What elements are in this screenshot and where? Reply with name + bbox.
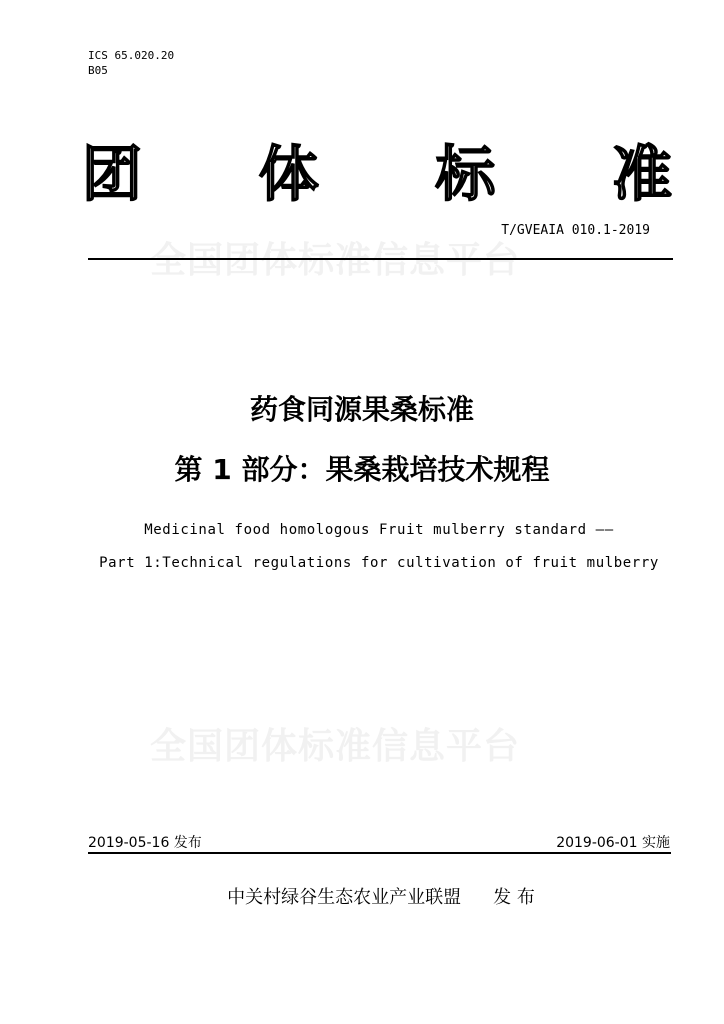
document-type-heading bbox=[82, 138, 672, 212]
implement-date: 2019-06-01 实施 bbox=[556, 835, 670, 851]
top-divider bbox=[88, 258, 673, 260]
issuer-name: 中关村绿谷生态农业产业联盟 bbox=[227, 887, 462, 908]
doc-type-char: 体 bbox=[258, 140, 319, 210]
watermark: 全国团体标准信息平台 bbox=[150, 240, 521, 281]
standard-number: T/GVEAIA 010.1-2019 bbox=[501, 223, 650, 238]
doc-type-char: 团 bbox=[82, 140, 142, 210]
english-title-line1: Medicinal food homologous Fruit mulberry standard —— bbox=[144, 522, 614, 538]
doc-type-char: 准 bbox=[611, 140, 672, 210]
ics-code: ICS 65.020.20 bbox=[88, 49, 175, 62]
english-title-line2: Part 1:Technical regulations for cultivation of fruit mulberry bbox=[99, 555, 659, 571]
publish-date: 2019-05-16 发布 bbox=[88, 835, 202, 851]
date-row bbox=[88, 832, 670, 852]
chinese-part-title: 第 1 部分：果桑栽培技术规程 bbox=[174, 453, 550, 486]
ccs-code: B05 bbox=[88, 64, 108, 77]
watermark: 全国团体标准信息平台 bbox=[150, 726, 521, 767]
issuer-action: 发 布 bbox=[493, 887, 535, 908]
doc-type-char: 标 bbox=[435, 140, 496, 210]
chinese-title: 药食同源果桑标准 bbox=[249, 393, 474, 426]
classification-codes bbox=[88, 48, 174, 78]
issuer-line bbox=[0, 883, 724, 909]
bottom-divider bbox=[88, 852, 671, 854]
